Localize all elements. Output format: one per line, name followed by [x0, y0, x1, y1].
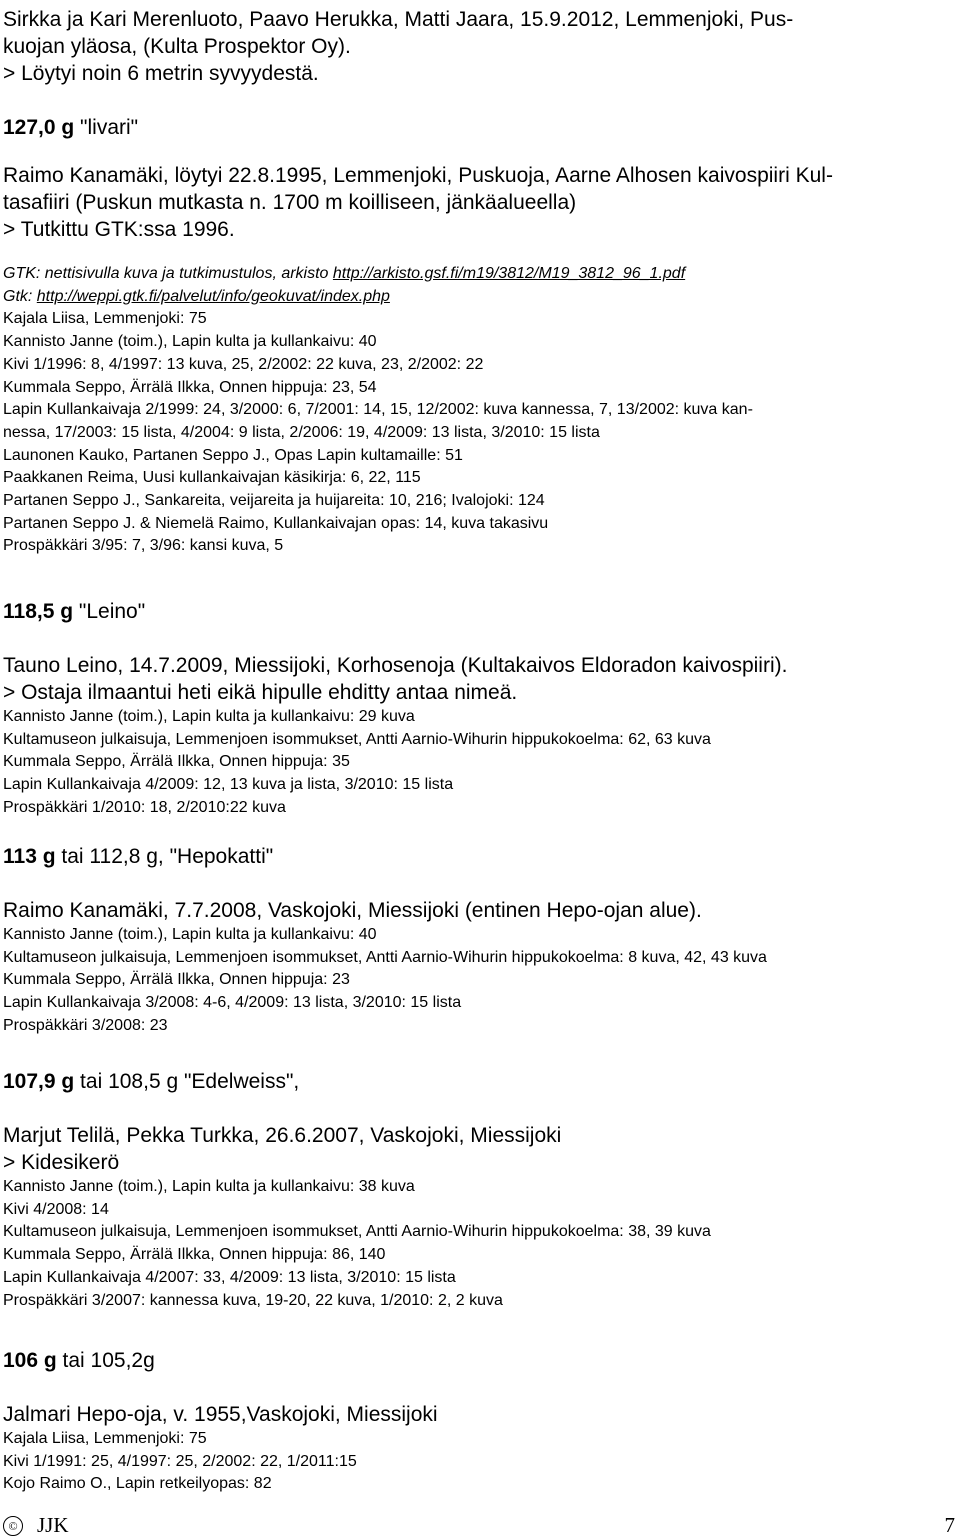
entry-hepokatti — [3, 843, 767, 1038]
reference-line: Lapin Kullankaivaja 2/1999: 24, 3/2000: 6, 7/2001: 14, 15, 12/2002: kuva kannessa, 7, 13/2002: kuva kan- — [3, 401, 753, 419]
reference-line: Kannisto Janne (toim.), Lapin kulta ja kullankaivu: 40 — [3, 926, 377, 943]
entry-line: Tauno Leino, 14.7.2009, Miessijoki, Korhosenoja (Kultakaivos Eldoradon kaivospiiri). — [3, 654, 788, 677]
entry-line: kuojan yläosa, (Kulta Prospektor Oy). — [3, 35, 351, 58]
reference-line: Kajala Liisa, Lemmenjoki: 75 — [3, 310, 207, 328]
page-number: 7 — [944, 1513, 955, 1537]
reference-line: Kajala Liisa, Lemmenjoki: 75 — [3, 1430, 207, 1447]
entry-line: Sirkka ja Kari Merenluoto, Paavo Herukka, Matti Jaara, 15.9.2012, Lemmenjoki, Pus- — [3, 8, 794, 31]
entry-106g — [3, 1347, 438, 1496]
entry-leino — [3, 598, 787, 820]
entry-merenluoto — [3, 6, 793, 141]
footer-author: JJK — [37, 1513, 69, 1537]
entry-line: > Löytyi noin 6 metrin syvyydestä. — [3, 62, 319, 85]
reference-line: Prospäkkäri 1/2010: 18, 2/2010:22 kuva — [3, 798, 286, 816]
heading-name: tai 105,2g — [56, 1349, 155, 1372]
heading-weight: 113 g — [3, 845, 56, 868]
gtk-geokuvat-link[interactable]: http://weppi.gtk.fi/palvelut/info/geokuvat/index.php — [36, 287, 390, 305]
reference-line: Paakkanen Reima, Uusi kullankaivajan käsikirja: 6, 22, 115 — [3, 469, 421, 487]
reference-line: nessa, 17/2003: 15 lista, 4/2004: 9 lista, 2/2006: 19, 4/2009: 13 lista, 3/2010: 15 lista — [3, 423, 600, 441]
entry-line: Marjut Telilä, Pekka Turkka, 26.6.2007, Vaskojoki, Miessijoki — [3, 1124, 562, 1147]
copyright-icon: © — [3, 1516, 23, 1536]
reference-line: Kivi 1/1996: 8, 4/1997: 13 kuva, 25, 2/2002: 22 kuva, 23, 2/2002: 22 — [3, 355, 484, 373]
reference-line: Kummala Seppo, Ärrälä Ilkka, Onnen hippuja: 23, 54 — [3, 378, 377, 396]
reference-line: Lapin Kullankaivaja 4/2009: 12, 13 kuva ja lista, 3/2010: 15 lista — [3, 776, 454, 794]
page-footer — [3, 1513, 955, 1538]
reference-line: Partanen Seppo J. & Niemelä Raimo, Kullankaivajan opas: 14, kuva takasivu — [3, 514, 549, 532]
reference-line: Lapin Kullankaivaja 4/2007: 33, 4/2009: 13 lista, 3/2010: 15 lista — [3, 1268, 456, 1286]
entry-line: > Kidesikerö — [3, 1151, 120, 1174]
reference-line: Kannisto Janne (toim.), Lapin kulta ja kullankaivu: 40 — [3, 333, 377, 351]
entry-heading — [3, 598, 787, 625]
reference-line: Lapin Kullankaivaja 3/2008: 4-6, 4/2009: 13 lista, 3/2010: 15 lista — [3, 994, 462, 1012]
heading-weight: 107,9 g — [3, 1070, 75, 1093]
gtk-reference: GTK: nettisivulla kuva ja tutkimustulos, arkisto http://arkisto.gsf.fi/m19/3812/M19_3812_96_1.pdf — [3, 265, 686, 282]
reference-line: Kivi 4/2008: 14 — [3, 1200, 109, 1218]
entry-heading — [3, 843, 767, 870]
entry-heading — [3, 1068, 711, 1095]
entry-line: tasafiiri (Puskun mutkasta n. 1700 m koilliseen, jänkäalueella) — [3, 191, 577, 214]
heading-name: tai 112,8 g, "Hepokatti" — [55, 845, 274, 868]
heading-name: "livari" — [74, 116, 139, 139]
entry-heading — [3, 114, 793, 141]
heading-name: tai 108,5 g "Edelweiss", — [74, 1070, 300, 1093]
heading-weight: 127,0 g — [3, 116, 75, 139]
reference-line: Kannisto Janne (toim.), Lapin kulta ja kullankaivu: 29 kuva — [3, 708, 415, 725]
entry-livari — [3, 162, 833, 243]
reference-line: Kojo Raimo O., Lapin retkeilyopas: 82 — [3, 1475, 272, 1493]
reference-line: Kultamuseon julkaisuja, Lemmenjoen isommukset, Antti Aarnio-Wihurin hippukokoelma: 38, 39 kuva — [3, 1223, 711, 1241]
entry-line: > Ostaja ilmaantui heti eikä hipulle ehditty antaa nimeä. — [3, 681, 518, 704]
reference-line: Kummala Seppo, Ärrälä Ilkka, Onnen hippuja: 86, 140 — [3, 1246, 386, 1264]
entry-heading — [3, 1347, 438, 1374]
entry-edelweiss — [3, 1068, 711, 1312]
heading-weight: 118,5 g — [3, 600, 74, 623]
gtk-archive-link[interactable]: http://arkisto.gsf.fi/m19/3812/M19_3812_96_1.pdf — [332, 265, 686, 282]
reference-line: Kivi 1/1991: 25, 4/1997: 25, 2/2002: 22, 1/2011:15 — [3, 1452, 357, 1470]
entry-line: Raimo Kanamäki, löytyi 22.8.1995, Lemmenjoki, Puskuoja, Aarne Alhosen kaivospiiri Kul- — [3, 164, 833, 187]
heading-weight: 106 g — [3, 1349, 57, 1372]
entry-livari-references — [3, 263, 753, 558]
heading-name: "Leino" — [73, 600, 146, 623]
entry-line: > Tutkittu GTK:ssa 1996. — [3, 218, 235, 241]
reference-line: Prospäkkäri 3/95: 7, 3/96: kansi kuva, 5 — [3, 537, 284, 555]
reference-line: Kannisto Janne (toim.), Lapin kulta ja kullankaivu: 38 kuva — [3, 1178, 415, 1195]
entry-line: Jalmari Hepo-oja, v. 1955,Vaskojoki, Miessijoki — [3, 1403, 438, 1426]
entry-line: Raimo Kanamäki, 7.7.2008, Vaskojoki, Miessijoki (entinen Hepo-ojan alue). — [3, 899, 702, 922]
reference-line: Launonen Kauko, Partanen Seppo J., Opas Lapin kultamaille: 51 — [3, 446, 463, 464]
reference-line: Prospäkkäri 3/2008: 23 — [3, 1016, 168, 1034]
reference-line: Kultamuseon julkaisuja, Lemmenjoen isommukset, Antti Aarnio-Wihurin hippukokoelma: 8 kuva, 42, 43 kuva — [3, 948, 767, 966]
reference-line: Partanen Seppo J., Sankareita, veijareita ja huijareita: 10, 216; Ivalojoki: 124 — [3, 492, 545, 510]
gtk-reference-2: Gtk: http://weppi.gtk.fi/palvelut/info/geokuvat/index.php — [3, 287, 390, 305]
reference-line: Kultamuseon julkaisuja, Lemmenjoen isommukset, Antti Aarnio-Wihurin hippukokoelma: 62, 63 kuva — [3, 730, 711, 748]
reference-line: Kummala Seppo, Ärrälä Ilkka, Onnen hippuja: 23 — [3, 971, 350, 989]
reference-line: Kummala Seppo, Ärrälä Ilkka, Onnen hippuja: 35 — [3, 753, 350, 771]
reference-line: Prospäkkäri 3/2007: kannessa kuva, 19-20, 22 kuva, 1/2010: 2, 2 kuva — [3, 1291, 503, 1309]
